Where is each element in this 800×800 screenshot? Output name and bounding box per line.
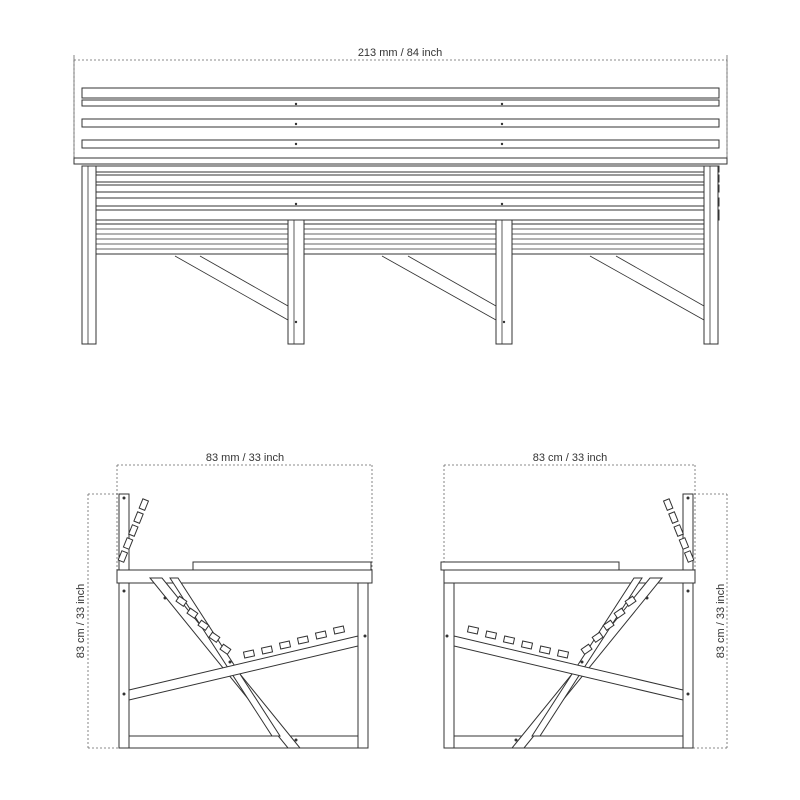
left-width-label: 83 mm / 33 inch [205,452,285,464]
seat-slats [82,166,719,220]
side-view-left [75,452,372,748]
seat-front-edge [74,158,727,164]
left-seat-cushion [193,562,371,570]
right-side-geometry [441,494,695,748]
backrest-top-rail [82,88,719,98]
left-bottom-stretcher [129,736,358,748]
front-width-label: 213 mm / 84 inch [357,47,443,59]
front-view [74,47,727,344]
front-legs [82,166,718,344]
left-height-label: 83 cm / 33 inch [75,583,87,659]
front-apron [95,224,706,254]
front-diagonal-braces [175,256,704,320]
right-width-label: 83 cm / 33 inch [532,452,608,464]
left-rear-leg [119,583,129,748]
backrest-slats [82,100,719,148]
left-width-dimension [117,452,372,570]
left-front-leg [358,583,368,748]
right-height-label: 83 cm / 33 inch [715,583,727,659]
right-width-dimension [444,452,695,570]
left-bolts [123,497,367,742]
side-view-right [441,452,727,748]
